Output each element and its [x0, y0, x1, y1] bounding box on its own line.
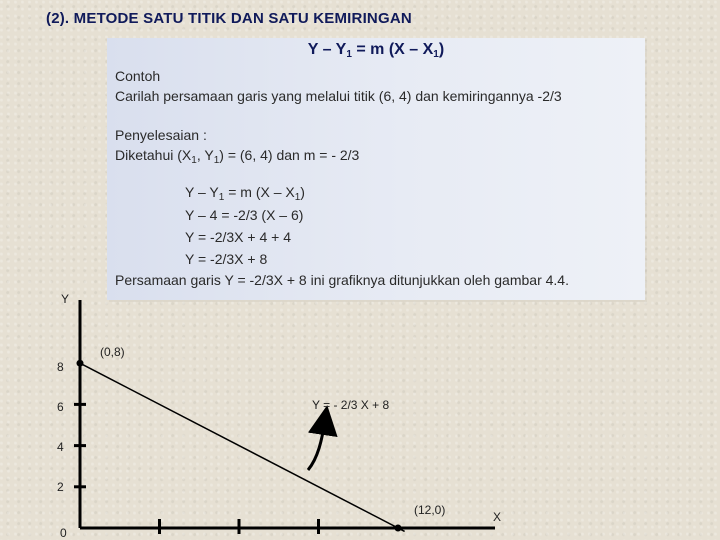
method-formula: $Y - Y_1 = m$ $(X - X_1)$: [307, 41, 445, 60]
step-1: $Y - Y_1 = m$ $(X - X_1)$: [185, 184, 305, 203]
y-axis-label: Y: [61, 292, 70, 306]
example-heading: Contoh: [115, 68, 161, 84]
annotation-arrow: [308, 420, 325, 470]
slide-title: (2). METODE SATU TITIK DAN SATU KEMIRINGAN: [46, 10, 412, 27]
given-values: Diketahui ($X_1$, $Y_1) = (6$, 4) dan m = - 2/3: [115, 147, 360, 166]
y-tick-label-6: 6: [57, 400, 64, 414]
step-3: Y = -2/3X + 4 + 4: [185, 229, 291, 245]
conclusion: Persamaan garis Y = -2/3X + 8 ini grafiknya ditunjukkan oleh gambar 4.4.: [115, 272, 569, 288]
solution-heading: Penyelesaian :: [115, 127, 207, 143]
step-2: Y – 4 = -2/3 (X – 6): [185, 207, 304, 223]
example-question: Carilah persamaan garis yang melalui titik (6, 4) dan kemiringannya -2/3: [115, 88, 562, 104]
y-intercept-label: (0,8): [100, 345, 125, 359]
point-x-intercept: [395, 525, 402, 532]
equation-label: Y = - 2/3 X + 8: [312, 398, 390, 412]
step-4: Y = -2/3X + 8: [185, 251, 268, 267]
y-tick-label-2: 2: [57, 480, 64, 494]
y-tick-label-8: 8: [57, 360, 64, 374]
x-axis-label: X: [493, 510, 502, 524]
origin-label: 0: [60, 526, 67, 540]
series-line: [80, 363, 405, 531]
point-y-intercept: [77, 360, 84, 367]
x-intercept-label: (12,0): [414, 503, 446, 517]
y-tick-label-4: 4: [57, 440, 64, 454]
